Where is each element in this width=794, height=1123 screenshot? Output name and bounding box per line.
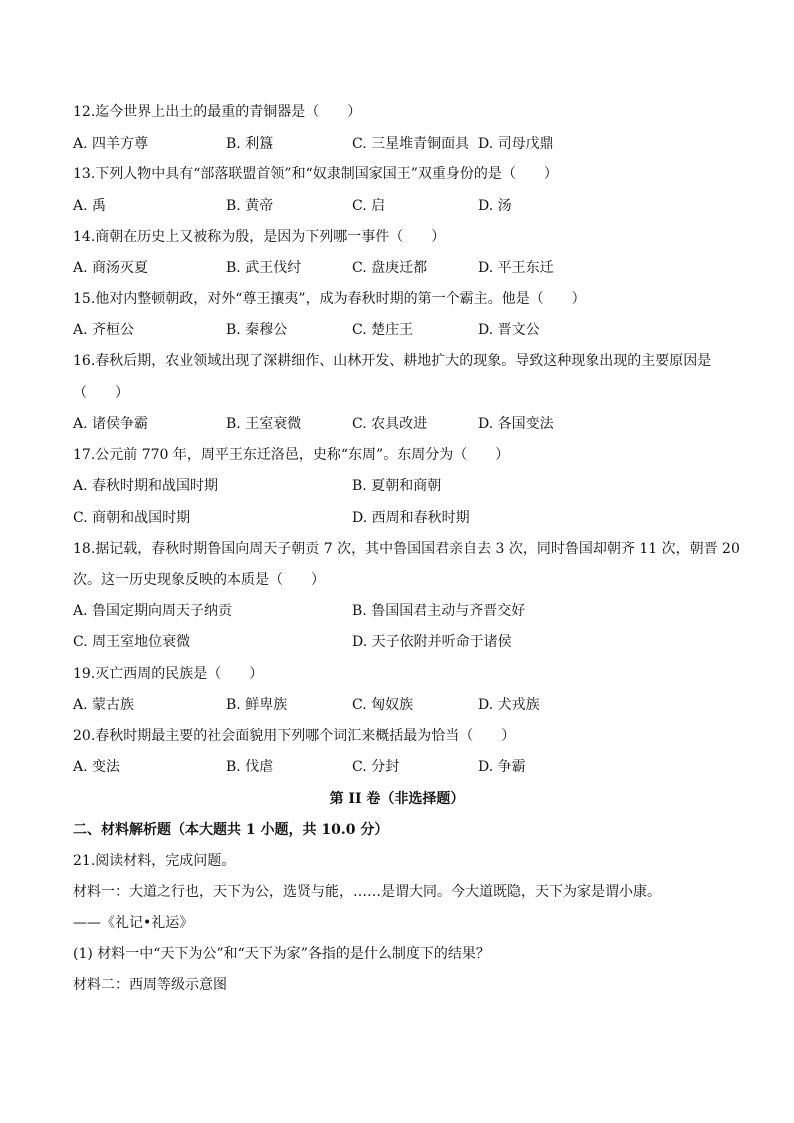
- question-17-options-row1: [73, 476, 733, 496]
- question-16-option-a: A. 诸侯争霸: [73, 416, 149, 432]
- question-16-option-d: D. 各国变法: [478, 416, 554, 432]
- question-20-option-d: D. 争霸: [478, 759, 526, 775]
- section-2-heading: 二、材料解析题（本大题共 1 小题，共 10.0 分）: [73, 822, 389, 838]
- question-18-option-a: A. 鲁国定期向周天子纳贡: [73, 603, 233, 619]
- question-13-stem: 13.下列人物中具有“部落联盟首领”和“奴隶制国家国王”双重身份的是（ ）: [73, 166, 558, 182]
- question-15-option-b: B. 秦穆公: [226, 322, 288, 338]
- question-17-option-a: A. 春秋时期和战国时期: [73, 478, 219, 494]
- question-19-stem: 19.灭亡西周的民族是（ ）: [73, 666, 264, 682]
- question-13-option-b: B. 黄帝: [226, 198, 274, 214]
- question-18-options-row1: [73, 601, 733, 621]
- question-13-option-a: A. 禹: [73, 198, 107, 214]
- question-21-sub-question-1: (1) 材料一中“天下为公”和“天下为家”各指的是什么制度下的结果？: [73, 946, 490, 962]
- question-16-stem-cont: （ ）: [73, 385, 129, 401]
- question-18-option-d: D. 天子依附并听命于诸侯: [352, 634, 512, 650]
- question-18-options-row2: [73, 632, 733, 652]
- question-15-option-c: C. 楚庄王: [352, 322, 414, 338]
- question-20-options: [73, 757, 733, 777]
- question-18-option-b: B. 鲁国国君主动与齐晋交好: [352, 603, 526, 619]
- question-17-option-c: C. 商朝和战国时期: [73, 510, 191, 526]
- question-12-option-b: B. 利簋: [226, 136, 274, 152]
- question-19-option-b: B. 鲜卑族: [226, 697, 288, 713]
- question-18-stem-cont: 次。这一历史现象反映的本质是（ ）: [73, 572, 325, 588]
- question-21-stem: 21.阅读材料，完成问题。: [73, 853, 236, 869]
- question-14-option-c: C. 盘庚迁都: [352, 260, 428, 276]
- question-12-option-a: A. 四羊方尊: [73, 136, 149, 152]
- question-21-material-2: 材料二：西周等级示意图: [73, 977, 227, 993]
- question-19-option-a: A. 蒙古族: [73, 697, 135, 713]
- question-20-option-b: B. 伐虐: [226, 759, 274, 775]
- question-19-options: [73, 695, 733, 715]
- question-14-option-d: D. 平王东迁: [478, 260, 554, 276]
- question-13-options: [73, 196, 733, 216]
- question-21-material-1: 材料一：大道之行也，天下为公，选贤与能，……是谓大同。今大道既隐，天下为家是谓小康。: [73, 884, 661, 900]
- question-17-option-b: B. 夏朝和商朝: [352, 478, 442, 494]
- question-17-stem: 17.公元前 770 年，周平王东迁洛邑，史称“东周”。东周分为（ ）: [73, 447, 510, 463]
- question-16-option-b: B. 王室衰微: [226, 416, 302, 432]
- question-13-option-c: C. 启: [352, 198, 386, 214]
- question-14-stem: 14.商朝在历史上又被称为殷，是因为下列哪一事件（ ）: [73, 229, 446, 245]
- question-15-options: [73, 320, 733, 340]
- question-19-option-d: D. 犬戎族: [478, 697, 540, 713]
- question-16-options: [73, 414, 733, 434]
- question-20-option-c: C. 分封: [352, 759, 400, 775]
- question-15-option-d: D. 晋文公: [478, 322, 540, 338]
- question-21-source-1: ——《礼记•礼运》: [73, 915, 194, 931]
- question-14-option-b: B. 武王伐纣: [226, 260, 302, 276]
- question-16-stem: 16.春秋后期，农业领域出现了深耕细作、山林开发、耕地扩大的现象。导致这种现象出现的主要原因是: [73, 353, 712, 369]
- question-16-option-c: C. 农具改进: [352, 416, 428, 432]
- question-12-option-c: C. 三星堆青铜面具: [352, 136, 470, 152]
- question-12-option-d: D. 司母戊鼎: [478, 136, 554, 152]
- section-2-title: 第 II 卷（非选择题）: [329, 791, 465, 807]
- question-18-stem: 18.据记载，春秋时期鲁国向周天子朝贡 7 次，其中鲁国国君亲自去 3 次，同时鲁国却朝齐 11 次，朝晋 20: [73, 541, 740, 557]
- question-12-stem: 12.迄今世界上出土的最重的青铜器是（ ）: [73, 104, 362, 120]
- question-15-stem: 15.他对内整顿朝政，对外“尊王攘夷”，成为春秋时期的第一个霸主。他是（ ）: [73, 291, 586, 307]
- question-12-options: [73, 134, 733, 154]
- question-17-option-d: D. 西周和春秋时期: [352, 510, 470, 526]
- question-20-stem: 20.春秋时期最主要的社会面貌用下列哪个词汇来概括最为恰当（ ）: [73, 728, 516, 744]
- question-17-options-row2: [73, 508, 733, 528]
- question-13-option-d: D. 汤: [478, 198, 512, 214]
- question-15-option-a: A. 齐桓公: [73, 322, 135, 338]
- question-18-option-c: C. 周王室地位衰微: [73, 634, 191, 650]
- question-14-option-a: A. 商汤灭夏: [73, 260, 149, 276]
- question-19-option-c: C. 匈奴族: [352, 697, 414, 713]
- question-20-option-a: A. 变法: [73, 759, 121, 775]
- question-14-options: [73, 258, 733, 278]
